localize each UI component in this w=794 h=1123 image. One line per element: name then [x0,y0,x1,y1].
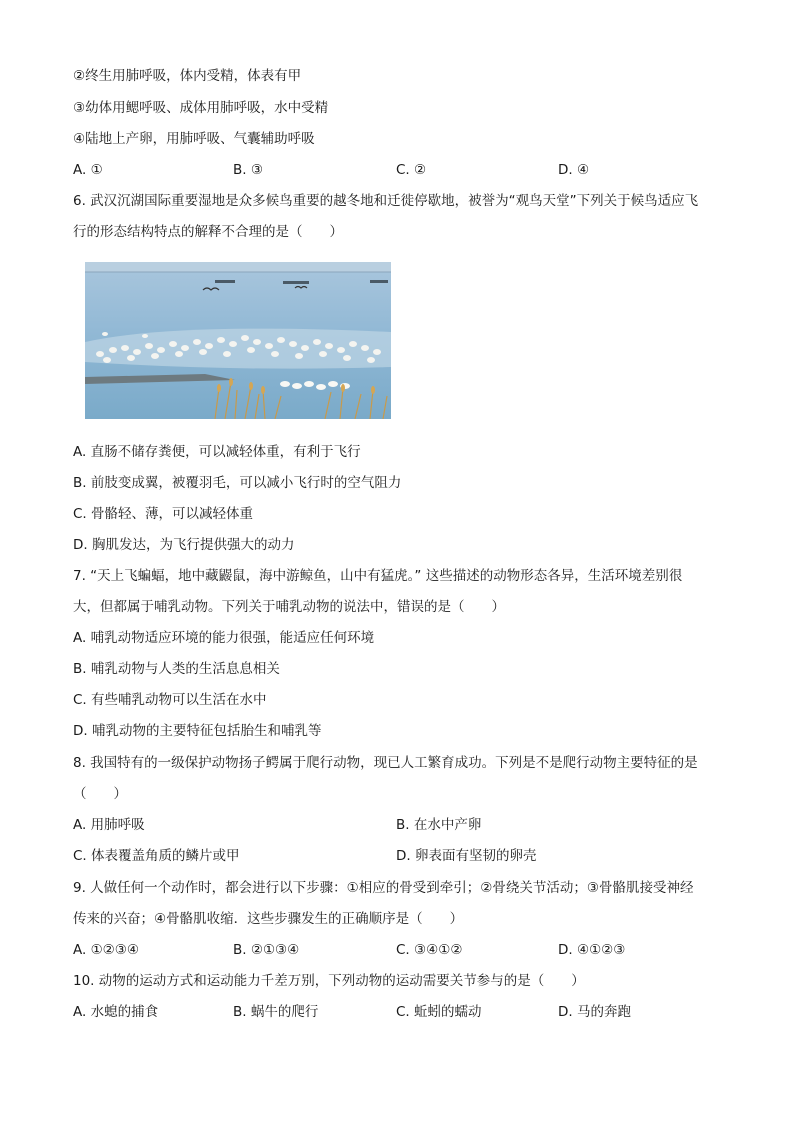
q7-option-c: C. 有些哺乳动物可以生活在水中 [73,692,267,708]
q7-option-d: D. 哺乳动物的主要特征包括胎生和哺乳等 [73,723,322,739]
q7-stem-line1: 7. “天上飞蝙蝠，地中藏鼹鼠，海中游鲸鱼，山中有猛虎。” 这些描述的动物形态各异，生活环境差别很 [73,568,683,584]
q9-option-d: D. ④①②③ [558,942,626,958]
q10-option-c: C. 蚯蚓的蠕动 [396,1004,482,1020]
q5-option-a: A. ① [73,162,103,178]
q9-option-c: C. ③④①② [396,942,463,958]
q6-option-c: C. 骨骼轻、薄，可以减轻体重 [73,506,254,522]
q8-option-c: C. 体表覆盖角质的鳞片或甲 [73,848,240,864]
q10-stem-line1: 10. 动物的运动方式和运动能力千差万别，下列动物的运动需要关节参与的是（ ） [73,973,585,989]
q10-option-a: A. 水螅的捕食 [73,1004,159,1020]
q8-option-a: A. 用肺呼吸 [73,817,145,833]
q6-stem-line2: 行的形态结构特点的解释不合理的是（ ） [73,224,343,240]
q6-option-a: A. 直肠不储存粪便，可以减轻体重，有利于飞行 [73,444,361,460]
q10-option-d: D. 马的奔跑 [558,1004,631,1020]
q8-stem-line1: 8. 我国特有的一级保护动物扬子鳄属于爬行动物，现已人工繁育成功。下列是不是爬行动物主要特征的是 [73,755,698,771]
statement-4: ④陆地上产卵，用肺呼吸、气囊辅助呼吸 [73,131,315,147]
q6-option-b: B. 前肢变成翼，被覆羽毛，可以减小飞行时的空气阻力 [73,475,402,491]
q7-stem-line2: 大，但都属于哺乳动物。下列关于哺乳动物的说法中，错误的是（ ） [73,599,505,615]
q8-option-b: B. 在水中产卵 [396,817,482,833]
q6-option-d: D. 胸肌发达，为飞行提供强大的动力 [73,537,295,553]
q5-option-c: C. ② [396,162,427,178]
q9-option-b: B. ②①③④ [233,942,300,958]
q10-option-b: B. 蜗牛的爬行 [233,1004,319,1020]
q8-option-d: D. 卵表面有坚韧的卵壳 [396,848,537,864]
wetland-birds-photo [85,262,391,419]
q8-stem-line2: （ ） [73,786,127,802]
q5-option-b: B. ③ [233,162,263,178]
q9-stem-line1: 9. 人做任何一个动作时，都会进行以下步骤：①相应的骨受到牵引；②骨绕关节活动；③骨骼肌接受神经 [73,880,694,896]
statement-2: ②终生用肺呼吸，体内受精，体表有甲 [73,68,302,84]
q6-stem-line1: 6. 武汉沉湖国际重要湿地是众多候鸟重要的越冬地和迁徙停歇地，被誉为“观鸟天堂”下列关于候鸟适应飞 [73,193,699,209]
q9-stem-line2: 传来的兴奋；④骨骼肌收缩．这些步骤发生的正确顺序是（ ） [73,911,464,927]
q9-option-a: A. ①②③④ [73,942,139,958]
q7-option-b: B. 哺乳动物与人类的生活息息相关 [73,661,280,677]
q7-option-a: A. 哺乳动物适应环境的能力很强，能适应任何环境 [73,630,375,646]
q5-option-d: D. ④ [558,162,590,178]
statement-3: ③幼体用鳃呼吸、成体用肺呼吸，水中受精 [73,100,329,116]
